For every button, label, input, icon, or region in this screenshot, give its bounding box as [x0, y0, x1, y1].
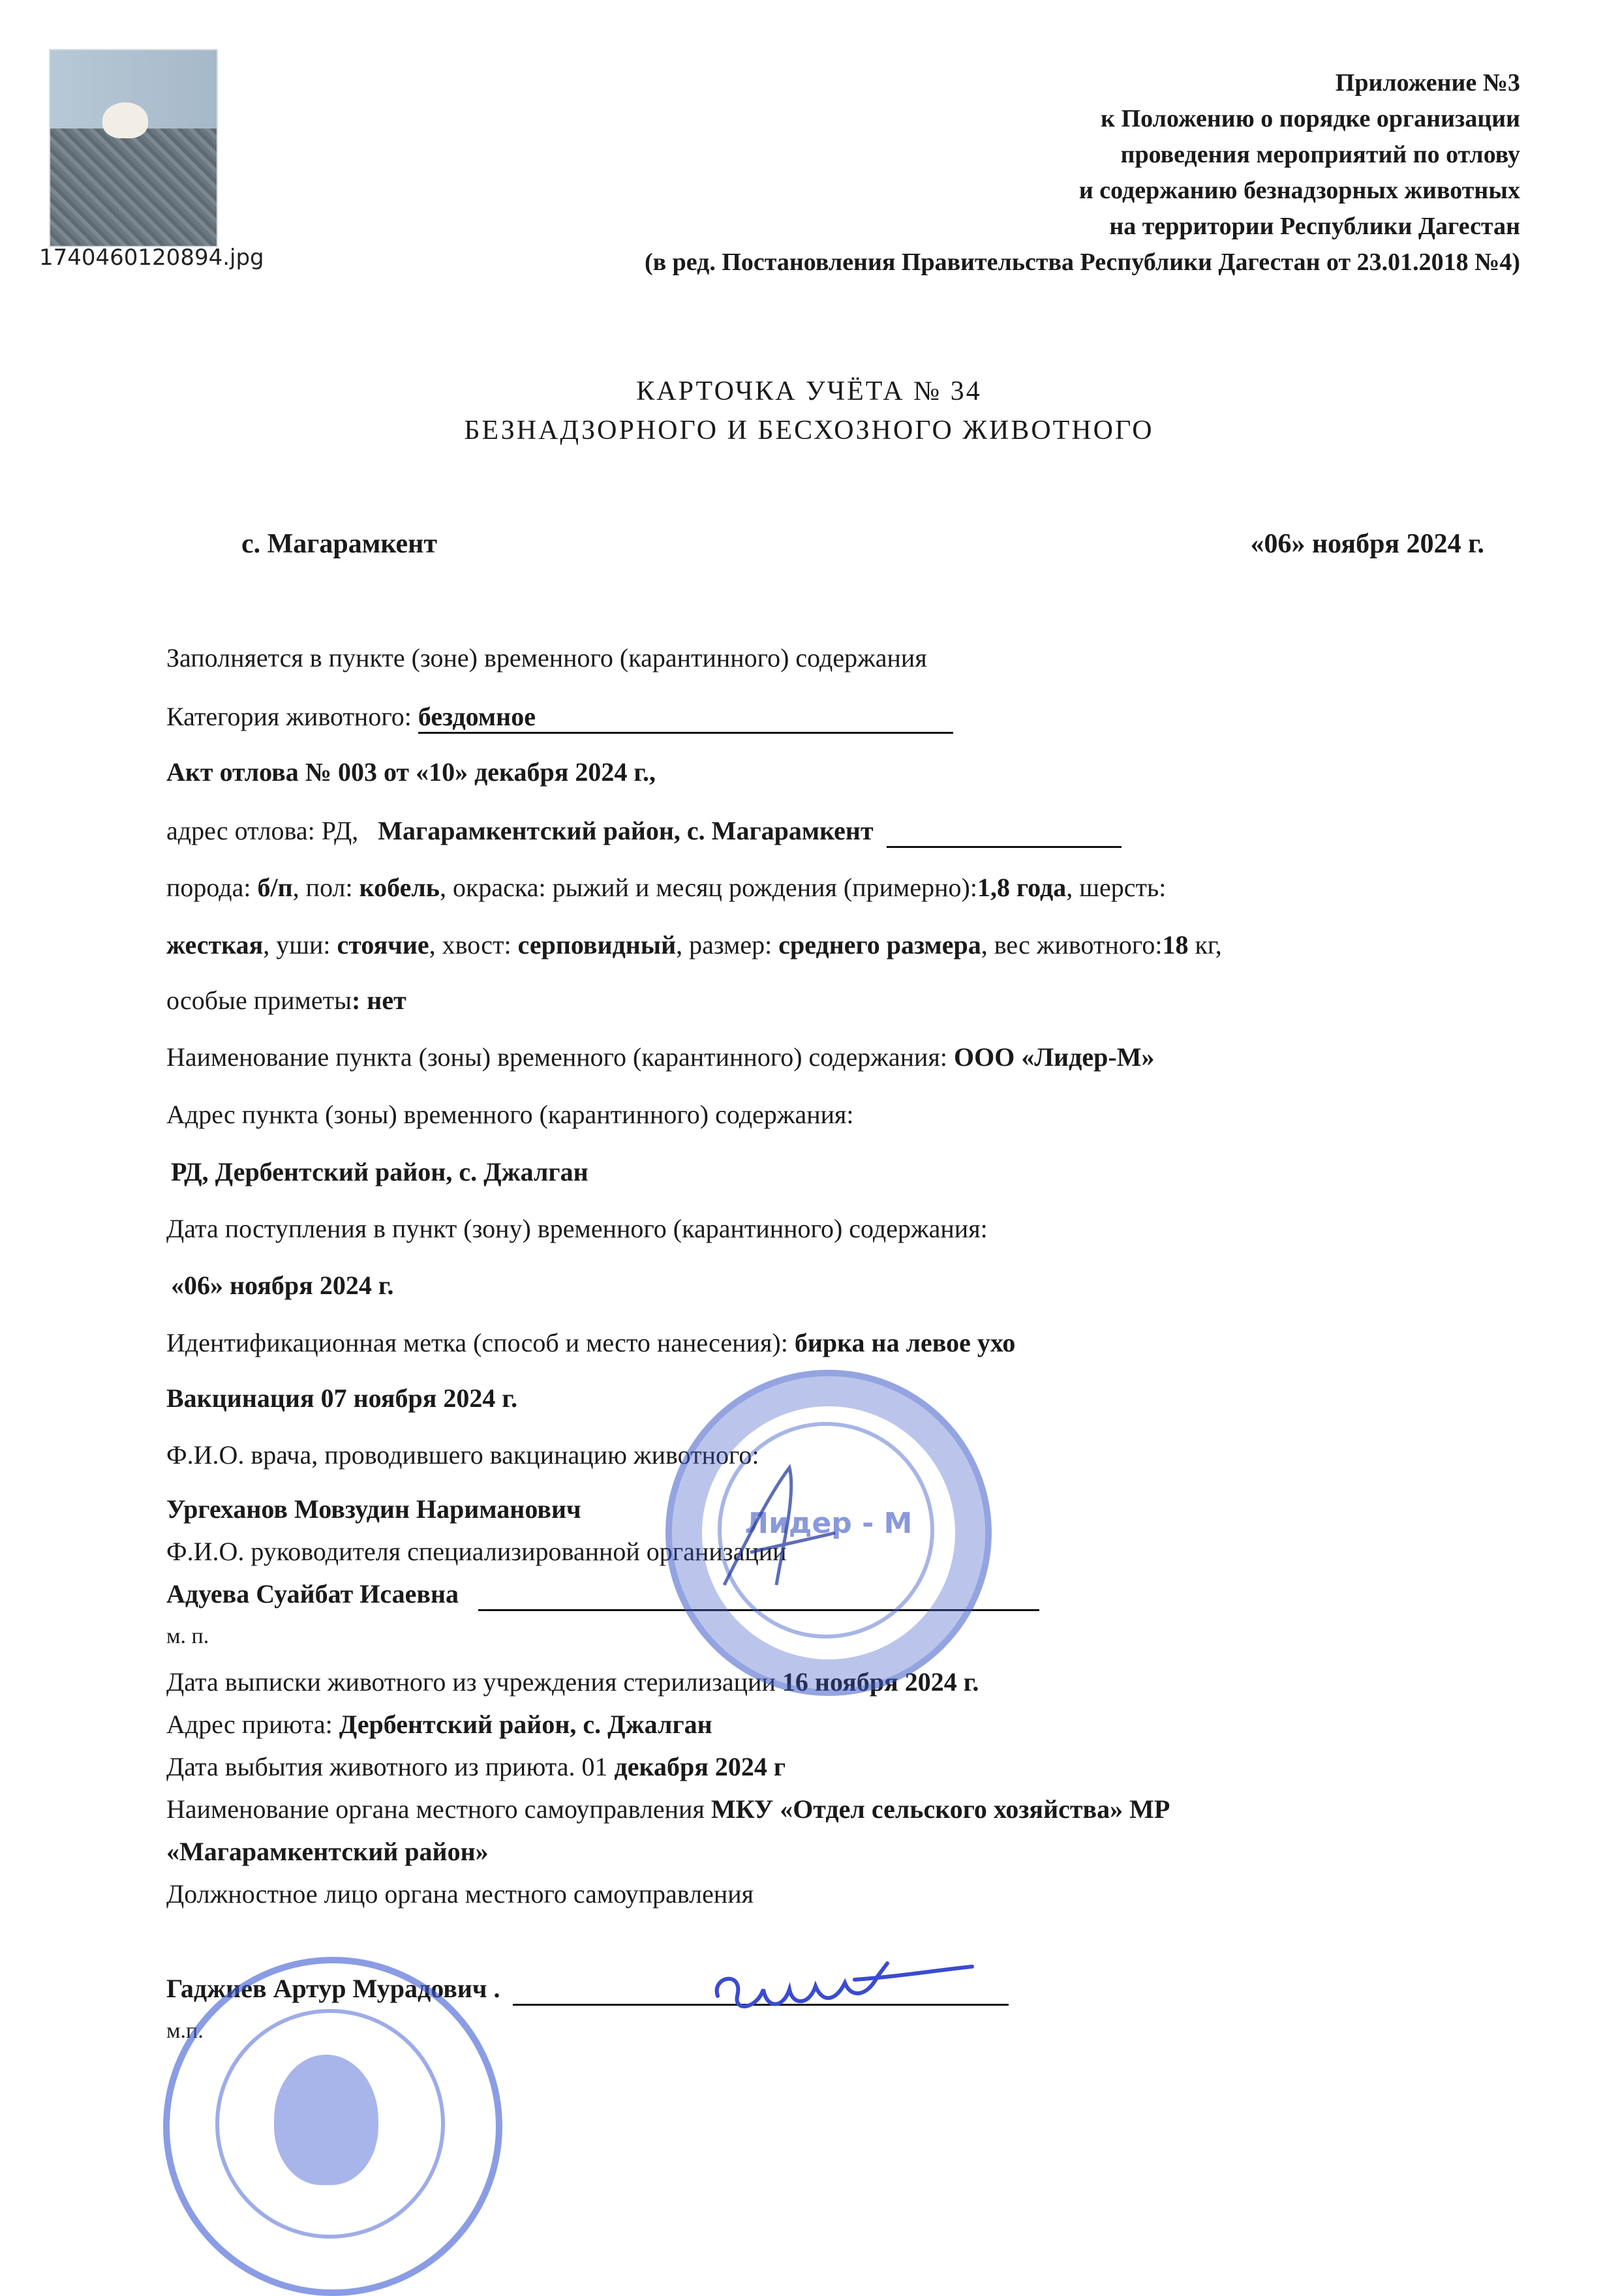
weight-label: , вес животного:	[981, 930, 1163, 959]
shelter2-line	[166, 1709, 712, 1740]
animal-photo	[49, 49, 218, 247]
arrival-value: «06» ноября 2024 г.	[171, 1271, 394, 1300]
age-value: 1,8 года	[977, 873, 1067, 902]
shelter-name-line	[166, 1042, 1154, 1072]
color-label: , окраска: рыжий и месяц рождения (примерно):	[439, 873, 977, 902]
tag-label: Идентификационная метка (способ и место нанесения):	[166, 1328, 795, 1357]
appendix-line: проведения мероприятий по отлову	[1120, 141, 1520, 168]
shelter-address-value: РД, Дербентский район, с. Джалган	[171, 1157, 588, 1186]
shelter2-value: Дербентский район, с. Джалган	[339, 1710, 712, 1739]
gov-label: Наименование органа местного самоуправления	[166, 1794, 711, 1824]
tail-label: , хвост:	[429, 930, 518, 959]
category-label: Категория животного:	[166, 702, 418, 731]
leave-line	[166, 1751, 786, 1782]
wool-value: жесткая	[166, 930, 264, 959]
official-name: Гаджиев Артур Мурадович .	[166, 1974, 500, 2003]
appendix-line: к Положению о порядке организации	[1101, 105, 1520, 132]
capture-addr-region: РД,	[321, 816, 359, 845]
features-line	[166, 929, 1222, 960]
breed-label: порода:	[166, 873, 258, 902]
marks-line	[166, 985, 406, 1016]
appendix-line: на территории Республики Дагестан	[1109, 213, 1520, 240]
stamp-center-text: Лидер - М	[744, 1507, 913, 1540]
leave-value: декабря 2024 г	[614, 1752, 786, 1781]
tail-value: серповидный	[517, 930, 677, 959]
vet-label: Ф.И.О. врача, проводившего вакцинацию животного:	[166, 1440, 759, 1470]
title-line-2: БЕЗНАДЗОРНОГО И БЕСХОЗНОГО ЖИВОТНОГО	[464, 415, 1154, 446]
appendix-line: и содержанию безнадзорных животных	[1078, 177, 1520, 204]
appendix-line: (в ред. Постановления Правительства Республики Дагестан от 23.01.2018 №4)	[644, 249, 1520, 276]
category-value: бездомное	[418, 701, 953, 734]
ears-label: , уши:	[263, 930, 337, 959]
ears-value: стоячие	[337, 930, 429, 959]
municipal-stamp	[163, 1957, 502, 2296]
sex-value: кобель	[359, 873, 440, 902]
vet-name: Ургеханов Мовзудин Нариманович	[166, 1494, 581, 1524]
gov-value-2: «Магарамкентский район»	[166, 1837, 489, 1866]
discharge-label: Дата выписки животного из учреждения стерилизации	[166, 1667, 782, 1697]
document-title	[0, 372, 1618, 450]
appendix-line: Приложение №3	[1335, 69, 1520, 97]
size-label: , размер:	[676, 930, 779, 959]
eagle-emblem-icon	[274, 2055, 378, 2185]
document-date: «06» ноября 2024 г.	[1250, 529, 1484, 559]
shelter-address-label: Адрес пункта (зоны) временного (карантинного) содержания:	[166, 1100, 854, 1129]
title-line-1: КАРТОЧКА УЧЁТА № 34	[636, 376, 982, 406]
shelter2-label: Адрес приюта:	[166, 1710, 339, 1739]
wool-label: , шерсть:	[1066, 873, 1167, 902]
photo-filename: 1740460120894.jpg	[39, 245, 264, 271]
vaccination: Вакцинация 07 ноября 2024 г.	[166, 1383, 518, 1413]
capture-act: Акт отлова № 003 от «10» декабря 2024 г.,	[166, 757, 656, 787]
marks-label: особые приметы	[166, 986, 352, 1015]
head-signature	[711, 1455, 842, 1598]
weight-unit: кг,	[1188, 930, 1222, 959]
official-label: Должностное лицо органа местного самоуправления	[166, 1879, 754, 1909]
appendix-header	[645, 65, 1520, 280]
shelter-name-value: ООО «Лидер-М»	[953, 1042, 1155, 1072]
mp-2: м.п.	[166, 2019, 204, 2043]
breed-line	[166, 872, 1166, 903]
gov-line	[166, 1794, 1170, 1824]
place: с. Магарамкент	[241, 529, 437, 559]
marks-value: : нет	[351, 986, 406, 1015]
official-signature	[705, 1950, 979, 2029]
discharge-value: 16 ноября 2024 г.	[782, 1667, 979, 1697]
capture-addr-label: адрес отлова:	[166, 816, 322, 845]
arrival-label: Дата поступления в пункт (зону) временного (карантинного) содержания:	[166, 1214, 988, 1243]
capture-addr-value: Магарамкентский район, с. Магарамкент	[378, 816, 874, 845]
size-value: среднего размера	[778, 930, 981, 959]
head-label: Ф.И.О. руководителя специализированной организации	[166, 1537, 787, 1566]
tag-value: бирка на левое ухо	[794, 1328, 1016, 1357]
dog-figure	[102, 102, 148, 138]
shelter-name-label: Наименование пункта (зоны) временного (карантинного) содержания:	[166, 1042, 954, 1072]
mp-1: м. п.	[166, 1624, 209, 1648]
tag-line	[166, 1327, 1015, 1358]
capture-address-line	[166, 815, 1122, 848]
sex-label: , пол:	[292, 873, 359, 902]
filled-in-line: Заполняется в пункте (зоне) временного (карантинного) содержания	[166, 643, 927, 672]
weight-value: 18	[1162, 930, 1189, 959]
leave-label: Дата выбытия животного из приюта. 01	[166, 1752, 615, 1781]
breed-value: б/п	[257, 873, 293, 902]
head-name: Адуева Суайбат Исаевна	[166, 1579, 459, 1609]
category-line	[166, 701, 953, 734]
gov-value-1: МКУ «Отдел сельского хозяйства» МР	[710, 1794, 1170, 1824]
